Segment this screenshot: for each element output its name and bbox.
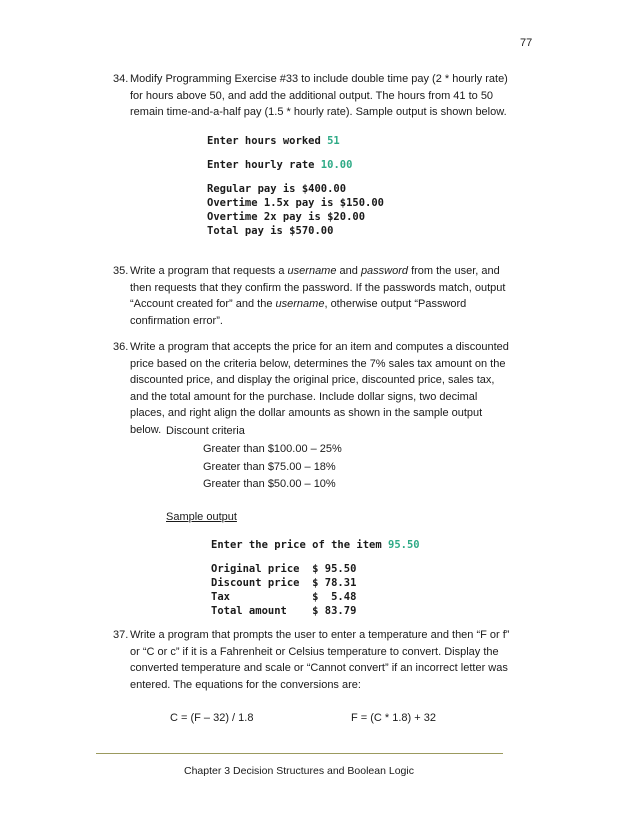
output-line-hours: Enter hours worked 51	[207, 135, 340, 147]
output-line: Overtime 1.5x pay is $150.00	[207, 197, 385, 209]
criteria-item: Greater than $75.00 – 18%	[203, 460, 336, 473]
exercise-34-sample-output	[207, 134, 384, 238]
exercise-36-sample-output	[211, 538, 420, 618]
exercise-34-number: 34.	[113, 73, 129, 85]
exercise-34-text: Modify Programming Exercise #33 to include double time pay (2 * hourly rate) for hours above 50, and add the additional output. The hours from 41 to 50 remain time-and-a-half pay (1.5 * hourly rate). Sample output is shown below.	[130, 73, 508, 118]
footer-divider	[96, 753, 503, 754]
discount-criteria-heading: Discount criteria	[166, 425, 245, 437]
output-line: Regular pay is $400.00	[207, 183, 347, 195]
exercise-37-text: Write a program that prompts the user to enter a temperature and then “F or f” or “C or c” if it is a Fahrenheit or Celsius temperature to convert. Display the converted temperature and scale or “Cannot convert” if an incorrect letter was entered. The equations for the conversions are:	[130, 629, 510, 691]
discount-criteria-list	[203, 441, 342, 494]
criteria-item: Greater than $50.00 – 10%	[203, 478, 336, 490]
input-hours: 51	[327, 135, 340, 147]
input-rate: 10.00	[320, 159, 353, 171]
exercise-37-number: 37.	[113, 629, 129, 641]
equation-fahrenheit: F = (C * 1.8) + 32	[351, 712, 436, 724]
exercise-35-text: Write a program that requests a username and password from the user, and then requests that they confirm the password. If the passwords match, output “Account created for” and the username, otherwise output “Password confirmation error”.	[130, 265, 506, 327]
output-line: Total pay is $570.00	[207, 225, 334, 237]
equation-celsius: C = (F – 32) / 1.8	[170, 712, 254, 724]
output-line: Overtime 2x pay is $20.00	[207, 211, 366, 223]
exercise-36-number: 36.	[113, 341, 129, 353]
input-price: 95.50	[388, 539, 420, 551]
exercise-37	[113, 627, 513, 693]
exercise-34	[113, 71, 513, 121]
output-line: Original price $ 95.50	[211, 563, 357, 575]
exercise-35	[113, 263, 513, 329]
output-line: Discount price $ 78.31	[211, 577, 357, 589]
output-line-price: Enter the price of the item 95.50	[211, 539, 420, 551]
page-number: 77	[520, 37, 533, 49]
output-line: Total amount $ 83.79	[211, 605, 357, 617]
output-line-rate: Enter hourly rate 10.00	[207, 159, 353, 171]
footer-chapter-title: Chapter 3 Decision Structures and Boolean Logic	[184, 765, 414, 777]
output-line: Tax $ 5.48	[211, 591, 357, 603]
exercise-35-number: 35.	[113, 265, 129, 277]
exercise-36-text: Write a program that accepts the price for an item and computes a discounted price based on the criteria below, determines the 7% sales tax amount on the discounted price, and display the original price, discounted price, sales tax, and the total amount for the purchase. Include dollar signs, two decimal places, and right align the dollar amounts as shown in the sample output below.	[130, 341, 509, 436]
sample-output-heading: Sample output	[166, 511, 237, 523]
criteria-item: Greater than $100.00 – 25%	[203, 443, 342, 455]
